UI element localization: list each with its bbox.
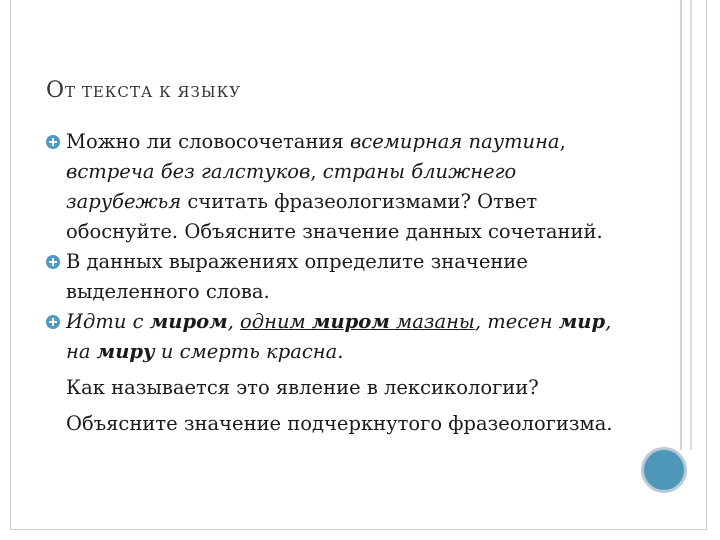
decorative-band <box>680 0 682 450</box>
item-italic: , на <box>66 310 612 363</box>
list-item <box>46 127 631 247</box>
item-italic: всемирная паутина <box>349 130 560 153</box>
question-paragraph: Объясните значение подчеркнутого фразеологизма. <box>66 412 613 435</box>
decorative-circle-icon <box>641 447 687 493</box>
item-italic: страны ближнего зарубежья <box>66 160 517 213</box>
item-text: считать фразеологизмами? Ответ обоснуйте. Объясните значение данных сочетаний. <box>66 190 603 243</box>
item-text: , <box>559 130 566 153</box>
list-item <box>46 307 631 367</box>
slide-content <box>46 127 631 439</box>
item-italic: , <box>227 310 241 333</box>
list-item <box>46 247 631 307</box>
item-text: В данных выражениях определите значение выделенного слова. <box>66 250 528 303</box>
item-italic: , тесен <box>474 310 559 333</box>
title-first-letter: О <box>46 78 66 103</box>
item-italic: встреча без галстуков <box>66 160 311 183</box>
item-italic: одним <box>240 310 312 333</box>
item-bold: миру <box>96 340 155 363</box>
question-paragraph: Как называется это явление в лексикологии? <box>66 376 539 399</box>
slide-title <box>46 78 241 103</box>
decorative-band <box>690 0 692 450</box>
item-bold: мир <box>558 310 606 333</box>
plus-bullet-icon <box>46 135 60 149</box>
item-italic: мазаны <box>389 310 475 333</box>
plus-bullet-icon <box>46 315 60 329</box>
item-italic: Идти с <box>66 310 150 333</box>
item-italic: и смерть красна. <box>154 340 344 363</box>
title-rest: Т ТЕКСТА К ЯЗЫКУ <box>65 83 242 101</box>
item-bold: миром <box>311 310 390 333</box>
item-text: Можно ли словосочетания <box>66 130 350 153</box>
item-text: , <box>310 160 323 183</box>
plus-bullet-icon <box>46 255 60 269</box>
underlined-phrase <box>240 310 475 333</box>
item-bold: миром <box>149 310 228 333</box>
